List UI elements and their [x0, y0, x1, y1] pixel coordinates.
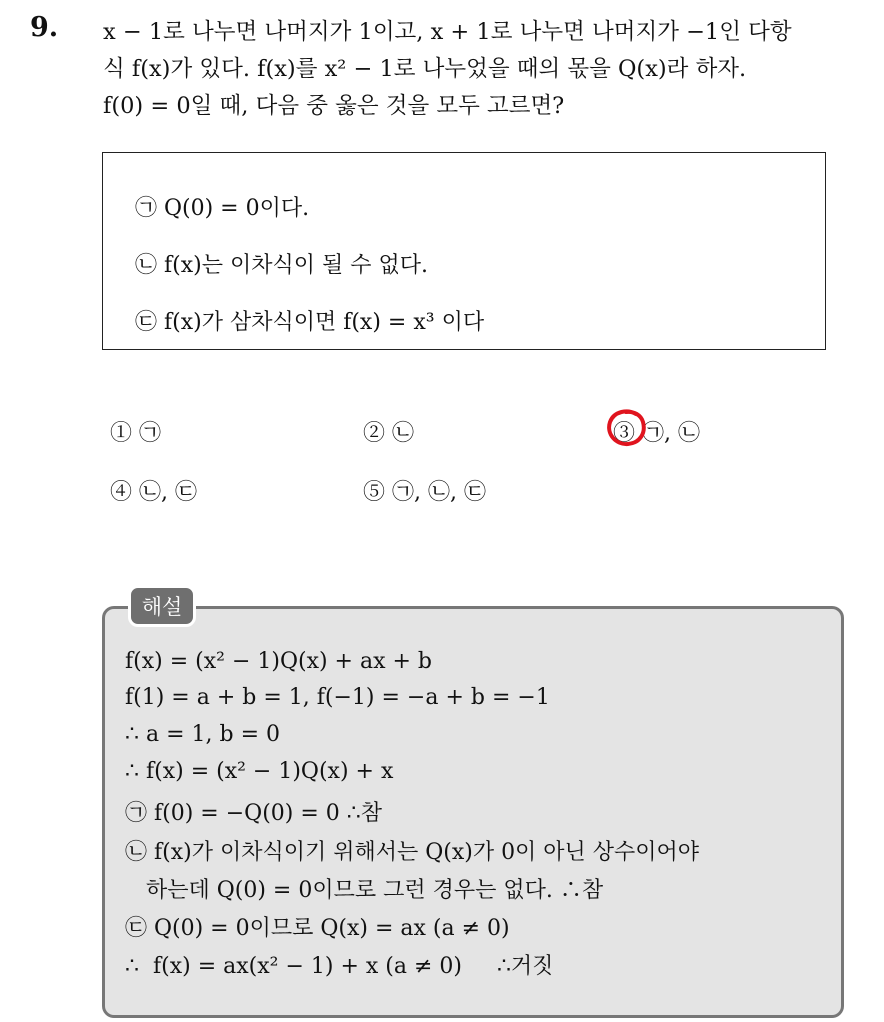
answer-choice[interactable]: ④ ㉡, ㉢ [110, 480, 197, 505]
question-line: 식 f(x)가 있다. f(x)를 x² − 1로 나누었을 때의 몫을 Q(x)라 하자. [103, 56, 747, 82]
statement-item: ㉡ f(x)는 이차식이 될 수 없다. [135, 253, 428, 278]
statement-item: ㉠ Q(0) = 0이다. [135, 196, 310, 221]
solution-line: 하는데 Q(0) = 0이므로 그런 경우는 없다. ∴참 [125, 878, 604, 903]
solution-line: ㉠ f(0) = −Q(0) = 0 ∴참 [125, 801, 383, 826]
answer-choice[interactable]: ⑤ ㉠, ㉡, ㉢ [363, 480, 486, 505]
answer-choice[interactable]: ② ㉡ [363, 421, 414, 446]
question-number: 9. [30, 12, 59, 43]
solution-box [102, 606, 844, 1018]
solution-line: ∴ f(x) = (x² − 1)Q(x) + x [125, 759, 394, 784]
question-text [103, 14, 873, 125]
solution-tag: 해설 [128, 585, 196, 627]
question-line: f(0) = 0일 때, 다음 중 옳은 것을 모두 고르면? [103, 93, 565, 119]
statement-item: ㉢ f(x)가 삼차식이면 f(x) = x³ 이다 [135, 310, 485, 335]
question-line: x − 1로 나누면 나머지가 1이고, x + 1로 나누면 나머지가 −1인 다항 [103, 19, 792, 45]
answer-mark-circle-icon [606, 408, 648, 448]
solution-line: ㉢ Q(0) = 0이므로 Q(x) = ax (a ≠ 0) [125, 916, 510, 941]
solution-line: ∴ f(x) = ax(x² − 1) + x (a ≠ 0) ∴거짓 [125, 954, 554, 979]
solution-line: f(1) = a + b = 1, f(−1) = −a + b = −1 [125, 685, 550, 710]
solution-line: ㉡ f(x)가 이차식이기 위해서는 Q(x)가 0이 아닌 상수이어야 [125, 840, 700, 865]
statement-box [102, 152, 826, 350]
answer-choice[interactable]: ① ㉠ [110, 421, 161, 446]
solution-line: ∴ a = 1, b = 0 [125, 722, 281, 747]
solution-line: f(x) = (x² − 1)Q(x) + ax + b [125, 649, 433, 674]
answer-choice[interactable]: ③ ㉠, ㉡ [613, 421, 700, 446]
